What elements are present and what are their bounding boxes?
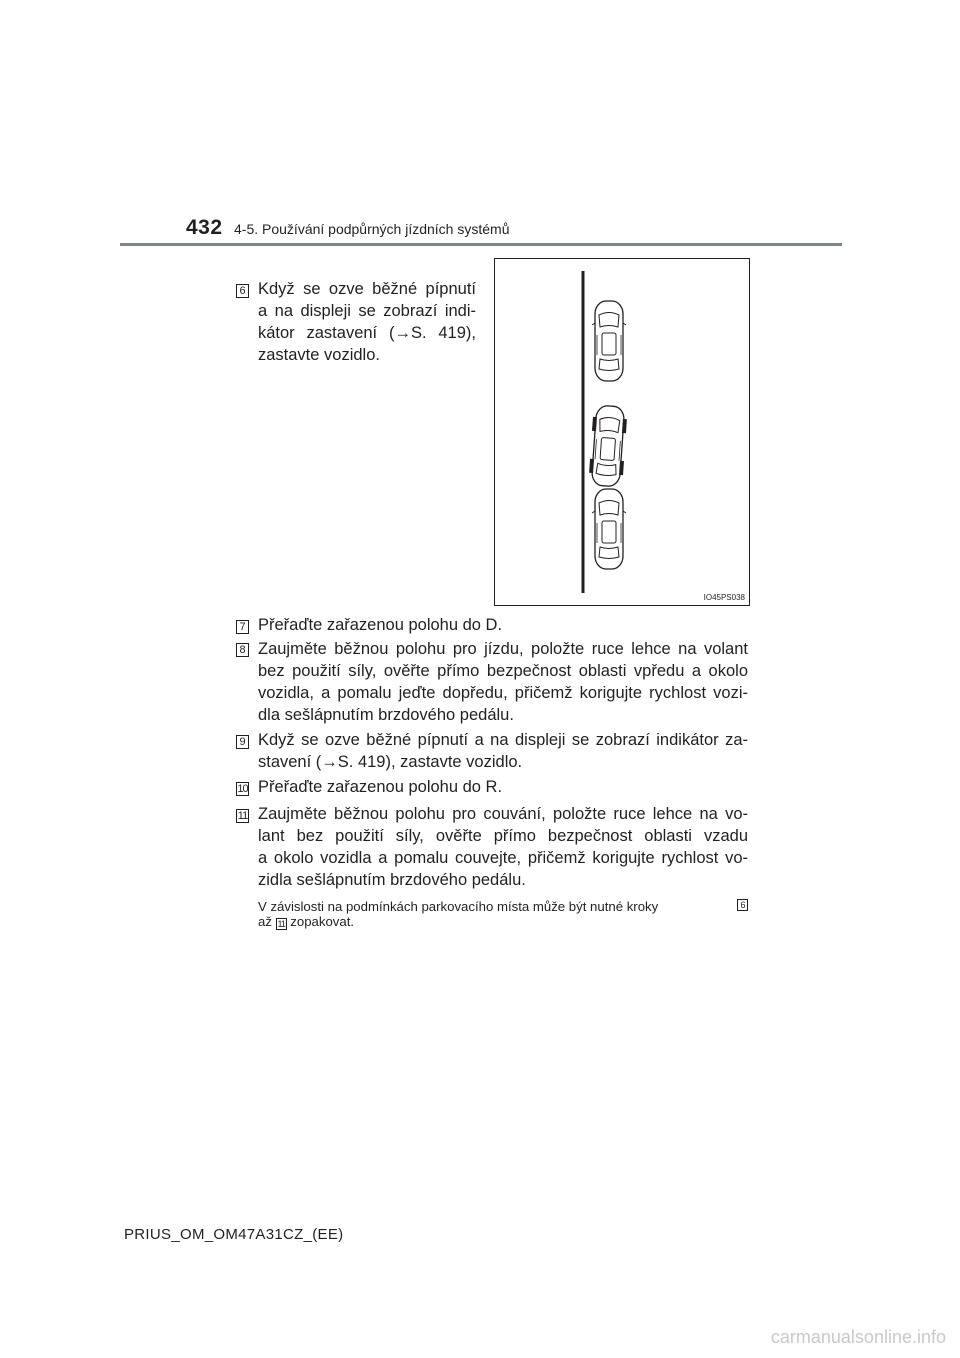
- note-text-3: zopakovat.: [290, 914, 355, 929]
- note-badge-from: 6: [737, 899, 748, 911]
- step-6-line-2: a na displeji se zobrazí indi-: [258, 302, 476, 320]
- step-7-text: [258, 614, 748, 636]
- step-7-badge: 7: [236, 620, 249, 634]
- step-8-text: [258, 638, 748, 726]
- step-8-line-3: vozidla, a pomalu jeďte dopředu, přičemž korigujte rychlost vozi-: [258, 684, 748, 702]
- note-badge-to: 11: [277, 919, 285, 929]
- step-6-text: [258, 278, 476, 366]
- step-8-badge: 8: [236, 643, 249, 657]
- parallel-parking-diagram: [495, 259, 749, 605]
- maneuvering-car: [588, 405, 627, 487]
- step-8-line-4: dla sešlápnutím brzdového pedálu.: [258, 706, 514, 724]
- header-divider: [120, 243, 842, 246]
- step-6-line-1: Když se ozve běžné pípnutí: [258, 280, 476, 298]
- step-10-text: [258, 776, 748, 798]
- watermark: carmanualsonline.info: [770, 1327, 946, 1347]
- parking-illustration: [494, 258, 750, 606]
- step-9-line-1: Když se ozve běžné pípnutí a na displeji se zobrazí indikátor za-: [258, 731, 748, 749]
- step-11-line-1: Zaujměte běžnou polohu pro couvání, položte ruce lehce na vo-: [258, 805, 748, 823]
- step-11-badge: 11: [237, 810, 248, 822]
- step-8-line-1: Zaujměte běžnou polohu pro jízdu, položte ruce lehce na volant: [258, 640, 748, 658]
- step-11-line-4: zidla sešlápnutím brzdového pedálu.: [258, 871, 526, 889]
- page-number: 432: [186, 216, 223, 239]
- note-text-1: V závislosti na podmínkách parkovacího místa může být nutné kroky: [258, 899, 659, 914]
- step-11-text: [258, 803, 748, 891]
- step-9-text: [258, 729, 748, 773]
- step-10-badge: 10: [237, 783, 248, 795]
- step-9-badge: 9: [236, 735, 249, 749]
- step-6-line-3: kátor zastavení (→S. 419),: [258, 324, 476, 342]
- parked-car-rear: [592, 489, 626, 569]
- step-7-line-1: Přeřaďte zařazenou polohu do D.: [258, 616, 503, 634]
- step-8-line-2: bez použití síly, ověřte přímo bezpečnost oblasti vpředu a okolo: [258, 662, 748, 680]
- step-6-badge: 6: [236, 284, 249, 298]
- step-11-line-3: a okolo vozidla a pomalu couvejte, přičemž korigujte rychlost vo-: [258, 849, 748, 867]
- step-6-line-4: zastavte vozidlo.: [258, 346, 380, 364]
- note-text-2: až: [258, 914, 272, 929]
- parked-car-front: [592, 301, 626, 381]
- step-11-line-2: lant bez použití síly, ověřte přímo bezpečnost oblasti vzadu: [258, 827, 748, 845]
- figure-code: IO45PS038: [703, 593, 745, 602]
- document-id: PRIUS_OM_OM47A31CZ_(EE): [124, 1226, 344, 1243]
- section-title: 4-5. Používání podpůrných jízdních systémů: [234, 221, 510, 237]
- repeat-steps-note: [258, 899, 748, 930]
- step-10-line-1: Přeřaďte zařazenou polohu do R.: [258, 778, 503, 796]
- step-9-line-2: stavení (→S. 419), zastavte vozidlo.: [258, 753, 523, 771]
